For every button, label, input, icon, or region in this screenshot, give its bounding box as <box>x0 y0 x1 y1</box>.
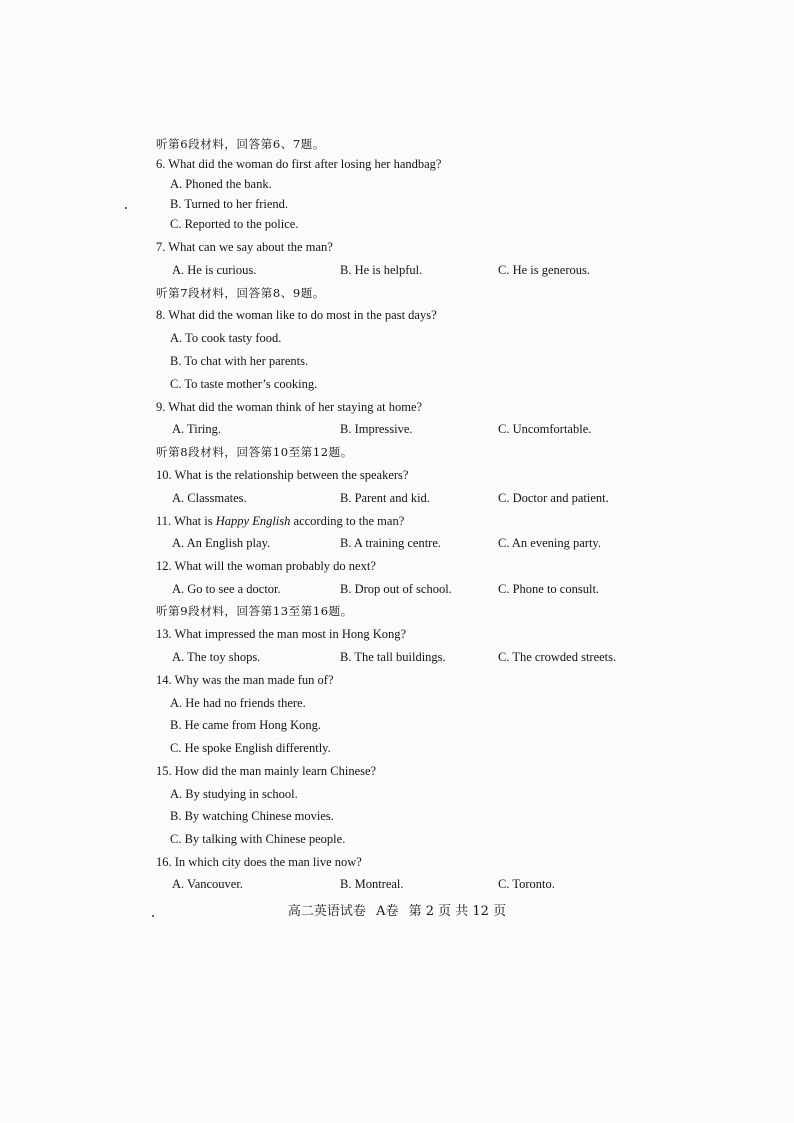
option-b: B. Turned to her friend. <box>170 197 289 211</box>
option-b: B. The tall buildings. <box>340 650 446 664</box>
option-b: B. A training centre. <box>340 536 442 550</box>
question-number: 13. <box>156 627 172 641</box>
question-number: 8. <box>156 308 166 322</box>
question-number: 12. <box>156 559 172 573</box>
option-a: A. By studying in school. <box>170 787 298 801</box>
option-b: B. Parent and kid. <box>340 491 430 505</box>
question-15 <box>156 764 376 779</box>
option-c: C. Phone to consult. <box>498 582 600 596</box>
option-b: B. He is helpful. <box>340 263 423 277</box>
page-footer <box>0 900 794 919</box>
section-heading: 听第8段材料，回答第10至第12题。 <box>156 445 353 459</box>
option-a: A. An English play. <box>172 536 271 550</box>
question-text: What can we say about the man? <box>168 240 333 254</box>
option-c: C. He is generous. <box>498 263 590 277</box>
option-a: A. To cook tasty food. <box>170 331 282 345</box>
question-16 <box>156 855 362 870</box>
option-c: C. By talking with Chinese people. <box>170 832 346 846</box>
question-number: 16. <box>156 855 172 869</box>
question-text: How did the man mainly learn Chinese? <box>174 764 377 778</box>
question-text-pre: What is <box>174 514 216 528</box>
question-number: 6. <box>156 157 166 171</box>
question-text: What is the relationship between the speakers? <box>174 468 409 482</box>
question-text: What did the woman think of her staying at home? <box>168 400 423 414</box>
question-14 <box>156 673 334 688</box>
question-number: 10. <box>156 468 172 482</box>
option-b: B. Impressive. <box>340 422 413 436</box>
footer-subject: 高二英语试卷 <box>287 904 366 919</box>
option-a: A. The toy shops. <box>172 650 261 664</box>
question-text: Why was the man made fun of? <box>174 673 334 687</box>
option-c: C. He spoke English differently. <box>170 741 331 755</box>
question-text: What did the woman do first after losing her handbag? <box>168 157 442 171</box>
question-text-title: Happy English <box>215 514 291 528</box>
option-b: B. He came from Hong Kong. <box>170 718 322 732</box>
scan-speck <box>125 207 127 209</box>
question-text: What will the woman probably do next? <box>174 559 376 573</box>
option-b: B. By watching Chinese movies. <box>170 809 334 823</box>
scan-speck <box>152 915 154 917</box>
option-b: B. Drop out of school. <box>340 582 452 596</box>
option-c: C. The crowded streets. <box>498 650 617 664</box>
option-c: C. Doctor and patient. <box>498 491 609 505</box>
option-a: A. Tiring. <box>172 422 221 436</box>
question-number: 15. <box>156 764 172 778</box>
question-12 <box>156 559 376 574</box>
option-a: A. Go to see a doctor. <box>172 582 281 596</box>
footer-page-number: 第 2 页 共 12 页 <box>408 904 507 919</box>
section-heading: 听第9段材料，回答第13至第16题。 <box>156 604 353 618</box>
question-number: 14. <box>156 673 172 687</box>
question-13 <box>156 627 406 642</box>
option-c: C. Toronto. <box>498 877 555 891</box>
question-8 <box>156 308 437 323</box>
question-10 <box>156 468 408 483</box>
option-a: A. Vancouver. <box>172 877 243 891</box>
option-a: A. He had no friends there. <box>170 696 306 710</box>
question-9 <box>156 400 422 415</box>
option-c: C. To taste mother’s cooking. <box>170 377 318 391</box>
section-heading: 听第6段材料，回答第6、7题。 <box>156 137 325 151</box>
option-c: C. Reported to the police. <box>170 217 299 231</box>
question-7 <box>156 240 333 255</box>
footer-paper: A卷 <box>376 904 399 919</box>
question-number: 7. <box>156 240 166 254</box>
question-11 <box>156 514 404 529</box>
question-text: What did the woman like to do most in the past days? <box>168 308 437 322</box>
option-b: B. Montreal. <box>340 877 404 891</box>
question-number: 11. <box>156 514 172 528</box>
option-b: B. To chat with her parents. <box>170 354 309 368</box>
question-6 <box>156 157 441 172</box>
option-a: A. He is curious. <box>172 263 257 277</box>
question-text: In which city does the man live now? <box>174 855 362 869</box>
question-text: What impressed the man most in Hong Kong? <box>174 627 407 641</box>
option-c: C. An evening party. <box>498 536 601 550</box>
section-heading: 听第7段材料，回答第8、9题。 <box>156 286 325 300</box>
question-text-post: according to the man? <box>290 514 405 528</box>
option-a: A. Phoned the bank. <box>170 177 272 191</box>
option-c: C. Uncomfortable. <box>498 422 592 436</box>
option-a: A. Classmates. <box>172 491 247 505</box>
question-number: 9. <box>156 400 166 414</box>
